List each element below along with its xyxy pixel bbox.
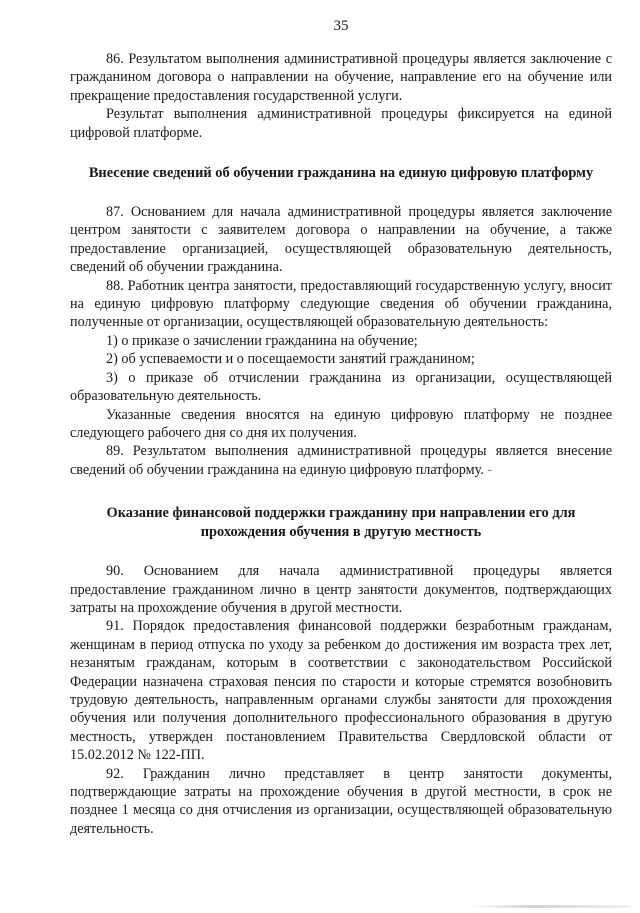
list-item-progress: 2) об успеваемости и о посещаемости занятий гражданином; <box>106 351 475 368</box>
document-page <box>70 16 612 838</box>
paragraph-90: 90. Основанием для начала административной процедуры является предоставление гражданином лично в центр занятости документов, подтверждающих затраты на прохождение обучения в другой местности. <box>70 563 612 616</box>
paragraph-89 <box>70 442 612 479</box>
paragraph-88-deadline: Указанные сведения вносятся на единую цифровую платформу не позднее следующего рабочего дня со дня их получения. <box>70 406 612 441</box>
paragraph-89-text: 89. Результатом выполнения административной процедуры является внесение сведений об обучении гражданина на единую цифровую платформу. <box>70 443 612 478</box>
scan-edge-smudge <box>470 905 630 908</box>
section-heading-platform: Внесение сведений об обучении гражданина на единую цифровую платформу <box>88 165 594 182</box>
paragraph-87: 87. Основанием для начала административной процедуры является заключение центром занятости с заявителем договора о направлении на обучение, а также предоставление организацией, осуществляющей образовательную деятельность, сведений об обучении гражданина. <box>70 204 612 276</box>
list-item-expulsion: 3) о приказе об отчислении гражданина из организации, осуществляющей образовательную деятельность. <box>70 369 612 405</box>
section-heading-financial-support: Оказание финансовой поддержки гражданину при направлении его для прохождения обучения в другую местность <box>106 505 576 541</box>
page-number: 35 <box>333 18 349 34</box>
paragraph-92: 92. Гражданин лично представляет в центр занятости документы, подтверждающие затраты на прохождение обучения в другой местности, в срок не позднее 1 месяца со дня отчисления из организации, осуществляющей образовательную деятельность. <box>70 765 612 837</box>
paragraph-88: 88. Работник центра занятости, предоставляющий государственную услугу, вносит на единую цифровую платформу следующие сведения об обучении гражданина, полученные от организации, осуществляющей образовательную деятельность: <box>70 277 612 331</box>
paragraph-91: 91. Порядок предоставления финансовой поддержки безработным гражданам, женщинам в период отпуска по уходу за ребенком до достижения им возраста трех лет, незанятым гражданам, которым в соответствии с законодательством Российской Федерации назначена страховая пенсия по старости и которые стремятся возобновить трудовую деятельность, направленным органами службы занятости для прохождения обучения или получения дополнительного профессионального образования в другую местность, утвержден постановлением Правительства Свердловской области от 15.02.2012 № 122-ПП. <box>70 618 612 764</box>
paragraph-86-result: Результат выполнения административной процедуры фиксируется на единой цифровой платформе. <box>70 106 612 141</box>
paragraph-86: 86. Результатом выполнения административной процедуры является заключение с гражданином договора о направлении на обучение, направление его на обучение или прекращение предоставления государственной услуги. <box>70 51 612 104</box>
list-item-enrollment: 1) о приказе о зачислении гражданина на обучение; <box>106 332 418 349</box>
pen-mark: - <box>487 461 493 478</box>
